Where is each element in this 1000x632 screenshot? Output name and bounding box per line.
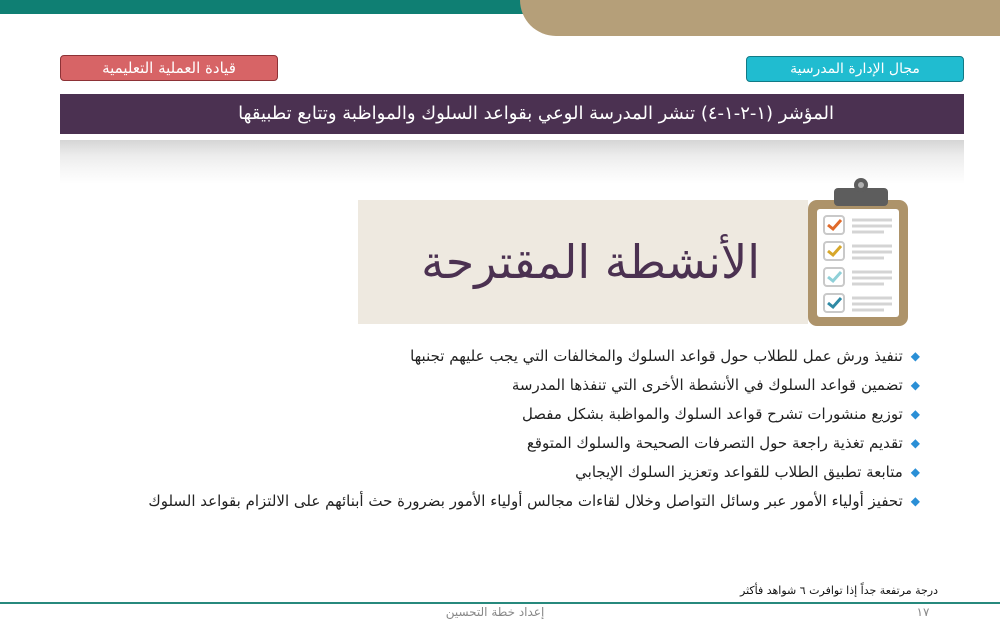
diamond-bullet-icon: ◆ bbox=[910, 378, 920, 392]
diamond-bullet-icon: ◆ bbox=[910, 494, 920, 508]
activities-header-box bbox=[358, 200, 808, 324]
list-item bbox=[100, 342, 920, 371]
list-item bbox=[100, 400, 920, 429]
indicator-title: المؤشر (١-٢-١-٤) تنشر المدرسة الوعي بقواعد السلوك والمواظبة وتتابع تطبيقها bbox=[60, 94, 964, 134]
diamond-bullet-icon: ◆ bbox=[910, 436, 920, 450]
footer-label: إعداد خطة التحسين bbox=[445, 605, 545, 619]
list-item-text: توزيع منشورات تشرح قواعد السلوك والمواظبة بشكل مفصل bbox=[521, 405, 903, 423]
diamond-bullet-icon: ◆ bbox=[910, 349, 920, 363]
leadership-label: قيادة العملية التعليمية bbox=[60, 55, 278, 81]
diamond-bullet-icon: ◆ bbox=[910, 407, 920, 421]
page-number: ١٧ bbox=[916, 605, 930, 619]
rating-footnote: درجة مرتفعة جداً إذا توافرت ٦ شواهد فأكثر bbox=[740, 584, 938, 597]
activities-list bbox=[100, 342, 920, 516]
list-item bbox=[100, 371, 920, 400]
list-item bbox=[100, 458, 920, 487]
list-item-text: تقديم تغذية راجعة حول التصرفات الصحيحة والسلوك المتوقع bbox=[526, 434, 903, 452]
list-item-text: تنفيذ ورش عمل للطلاب حول قواعد السلوك والمخالفات التي يجب عليهم تجنبها bbox=[410, 347, 903, 365]
domain-label: مجال الإدارة المدرسية bbox=[746, 56, 964, 82]
list-item bbox=[100, 429, 920, 458]
list-item-text: متابعة تطبيق الطلاب للقواعد وتعزيز السلوك الإيجابي bbox=[575, 463, 903, 481]
diamond-bullet-icon: ◆ bbox=[910, 465, 920, 479]
list-item-text: تحفيز أولياء الأمور عبر وسائل التواصل وخلال لقاءات مجالس أولياء الأمور بضرورة حث أبنائهم على الالتزام بقواعد السلوك bbox=[148, 492, 903, 510]
list-item-text: تضمين قواعد السلوك في الأنشطة الأخرى التي تنفذها المدرسة bbox=[511, 376, 903, 394]
top-tan-band bbox=[520, 0, 1000, 36]
list-item bbox=[100, 487, 920, 516]
activities-title: الأنشطة المقترحة bbox=[421, 235, 760, 289]
clipboard-checklist-icon bbox=[804, 176, 912, 328]
footer-divider bbox=[0, 602, 1000, 604]
